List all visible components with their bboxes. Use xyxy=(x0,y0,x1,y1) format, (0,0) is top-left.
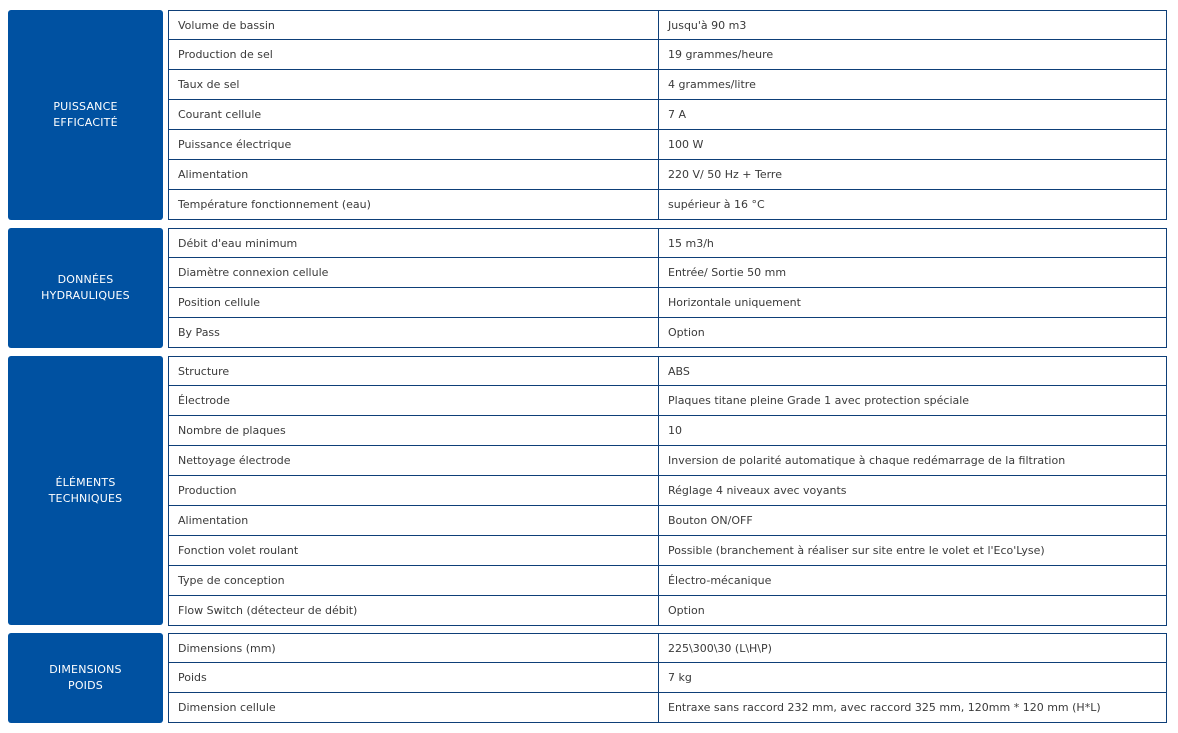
section-label-line: DIMENSIONS xyxy=(49,663,122,676)
table-row xyxy=(168,693,1167,723)
section-puissance xyxy=(8,10,1167,220)
property-cell: Fonction volet roulant xyxy=(169,536,659,565)
section-label-line: POIDS xyxy=(67,679,103,692)
section-dimensions xyxy=(8,633,1167,723)
table-row xyxy=(168,476,1167,506)
property-cell: Type de conception xyxy=(169,566,659,595)
section-label-line: ÉLÉMENTS xyxy=(55,475,116,489)
property-cell: Alimentation xyxy=(169,160,659,189)
table-row xyxy=(168,288,1167,318)
property-cell: Dimensions (mm) xyxy=(169,634,659,662)
section-label-line: TECHNIQUES xyxy=(48,491,123,505)
table-row xyxy=(168,446,1167,476)
property-cell: Dimension cellule xyxy=(169,693,659,722)
value-cell: 15 m3/h xyxy=(668,236,714,250)
property-cell: Production xyxy=(169,476,659,505)
property-cell: Taux de sel xyxy=(169,70,659,99)
table-row xyxy=(168,130,1167,160)
property-cell: Puissance électrique xyxy=(169,130,659,159)
table-row xyxy=(168,663,1167,693)
property-cell: Structure xyxy=(169,357,659,385)
value-cell: 19 grammes/heure xyxy=(668,48,774,61)
value-cell: Jusqu'à 90 m3 xyxy=(668,18,747,32)
value-cell: 7 kg xyxy=(668,671,692,684)
table-row xyxy=(168,356,1167,386)
property-cell: Volume de bassin xyxy=(169,11,659,39)
section-label-line: DONNÉES xyxy=(57,273,114,286)
section-rows xyxy=(168,228,1167,348)
section-techniques xyxy=(8,356,1167,625)
table-row xyxy=(168,536,1167,566)
section-label-line: PUISSANCE xyxy=(53,100,118,113)
property-cell: Flow Switch (détecteur de débit) xyxy=(169,596,659,625)
value-cell: Possible (branchement à réaliser sur site entre le volet et l'Eco'Lyse) xyxy=(668,544,1045,557)
table-row xyxy=(168,318,1167,348)
property-cell: Courant cellule xyxy=(169,100,659,129)
table-row xyxy=(168,633,1167,663)
table-row xyxy=(168,416,1167,446)
value-cell: 100 W xyxy=(668,138,704,151)
table-row xyxy=(168,100,1167,130)
value-cell: ABS xyxy=(668,364,690,378)
value-cell: 220 V/ 50 Hz + Terre xyxy=(668,168,782,181)
value-cell: 225\300\30 (L\H\P) xyxy=(668,641,772,655)
property-cell: Température fonctionnement (eau) xyxy=(169,190,659,219)
section-label-line: EFFICACITÉ xyxy=(53,116,118,129)
property-cell: Poids xyxy=(169,663,659,692)
property-cell: Production de sel xyxy=(169,40,659,69)
table-row xyxy=(168,258,1167,288)
property-cell: Électrode xyxy=(169,386,659,415)
value-cell: supérieur à 16 °C xyxy=(668,198,765,211)
value-cell: Entraxe sans raccord 232 mm, avec raccord 325 mm, 120mm * 120 mm (H*L) xyxy=(668,701,1101,714)
section-label xyxy=(8,356,163,625)
property-cell: Diamètre connexion cellule xyxy=(169,258,659,287)
section-rows xyxy=(168,10,1167,220)
value-cell: Entrée/ Sortie 50 mm xyxy=(668,266,787,279)
table-row xyxy=(168,506,1167,536)
value-cell: Réglage 4 niveaux avec voyants xyxy=(668,484,847,497)
value-cell: Bouton ON/OFF xyxy=(668,514,753,527)
property-cell: Nombre de plaques xyxy=(169,416,659,445)
property-cell: Débit d'eau minimum xyxy=(169,229,659,257)
section-label xyxy=(8,228,163,348)
value-cell: Inversion de polarité automatique à chaque redémarrage de la filtration xyxy=(668,454,1066,467)
table-row xyxy=(168,228,1167,258)
section-hydrauliques xyxy=(8,228,1167,348)
property-cell: Alimentation xyxy=(169,506,659,535)
table-row xyxy=(168,160,1167,190)
value-cell: Option xyxy=(668,604,705,617)
value-cell: Option xyxy=(668,326,705,339)
value-cell: Électro-mécanique xyxy=(668,574,772,587)
table-row xyxy=(168,10,1167,40)
table-row xyxy=(168,70,1167,100)
section-label-line: HYDRAULIQUES xyxy=(41,289,130,302)
table-row xyxy=(168,40,1167,70)
property-cell: Nettoyage électrode xyxy=(169,446,659,475)
section-rows xyxy=(168,633,1167,723)
value-cell: 10 xyxy=(668,424,682,437)
value-cell: 7 A xyxy=(668,108,687,121)
value-cell: Horizontale uniquement xyxy=(668,296,801,309)
table-row xyxy=(168,596,1167,626)
table-row xyxy=(168,566,1167,596)
value-cell: Plaques titane pleine Grade 1 avec protection spéciale xyxy=(668,394,970,407)
section-label xyxy=(8,10,163,220)
section-rows xyxy=(168,356,1167,626)
property-cell: Position cellule xyxy=(169,288,659,317)
section-label xyxy=(8,633,163,723)
table-row xyxy=(168,386,1167,416)
value-cell: 4 grammes/litre xyxy=(668,78,756,91)
property-cell: By Pass xyxy=(169,318,659,347)
table-row xyxy=(168,190,1167,220)
